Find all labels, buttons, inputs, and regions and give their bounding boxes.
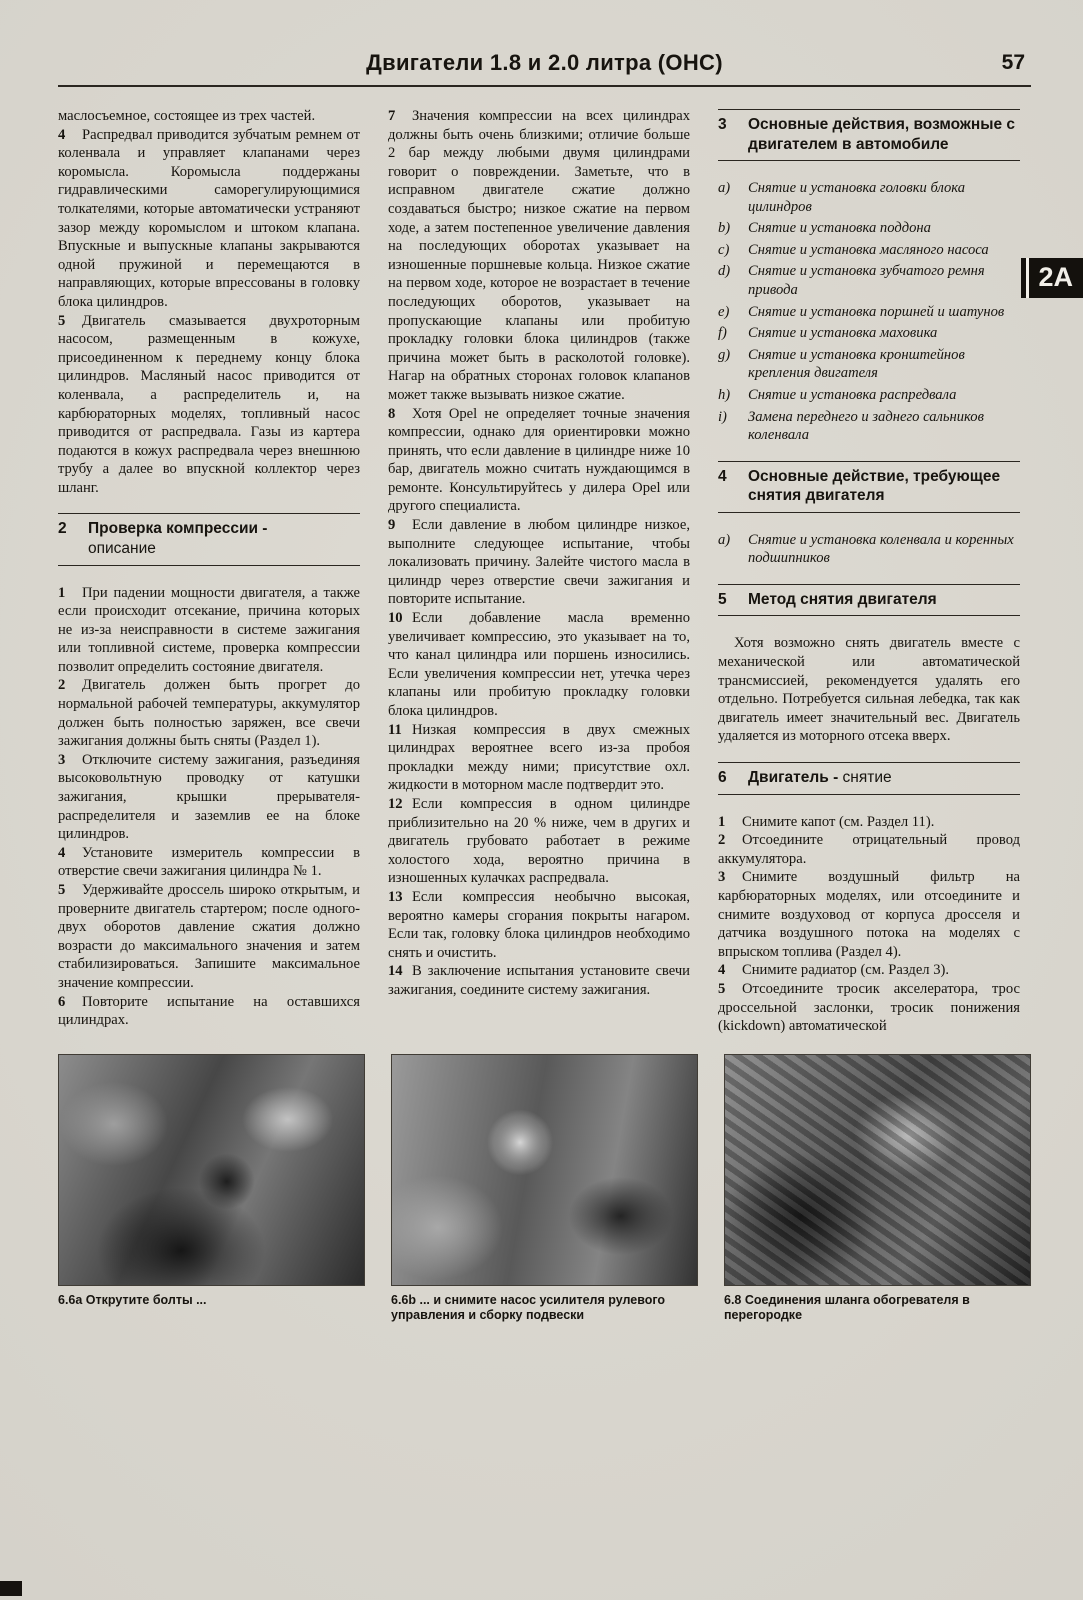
paragraph bbox=[58, 993, 360, 1030]
step-number: 2 bbox=[718, 832, 726, 849]
paragraph bbox=[58, 107, 360, 126]
paragraph bbox=[58, 676, 360, 750]
section-number: 5 bbox=[718, 590, 727, 608]
procedure-list-item bbox=[718, 219, 1020, 238]
figure-6-6a bbox=[58, 1054, 365, 1324]
step-number: 8 bbox=[388, 405, 396, 422]
section-number: 4 bbox=[718, 467, 727, 485]
paragraph-text: Снимите капот (см. Раздел 11). bbox=[742, 813, 935, 830]
item-letter: g) bbox=[718, 346, 731, 363]
section-title-bold: Двигатель - bbox=[748, 769, 839, 787]
paragraph-text: Отсоедините отрицательный провод аккумулятора. bbox=[718, 832, 1020, 867]
step-number: 4 bbox=[718, 962, 726, 979]
procedure-list-item bbox=[718, 408, 1020, 445]
paragraph bbox=[58, 751, 360, 844]
item-text: Снятие и установка маховика bbox=[748, 325, 938, 342]
item-text: Снятие и установка поршней и шатунов bbox=[748, 303, 1005, 320]
page-header bbox=[58, 50, 1031, 87]
section-title-bold: Основные действие, требующее снятия двигателя bbox=[748, 467, 1001, 505]
section-title-bold: Основные действия, возможные с двигателем в автомобиле bbox=[748, 116, 1016, 153]
paragraph-text: Снимите воздушный фильтр на карбюраторных моделях, или отсоедините и снимите воздуховод от корпуса дросселя и датчика воздушного потока на моделях с впрыском топлива (Раздел 4). bbox=[718, 869, 1020, 960]
paragraph bbox=[388, 721, 690, 795]
paragraph bbox=[718, 831, 1020, 868]
paragraph bbox=[718, 868, 1020, 961]
procedure-list-item bbox=[718, 179, 1020, 216]
photo-caption: 6.8 Соединения шланга обогревателя в перегородке bbox=[724, 1292, 970, 1323]
item-text: Снятие и установка головки блока цилиндров bbox=[748, 180, 966, 215]
step-number: 11 bbox=[388, 721, 402, 738]
paragraph bbox=[388, 107, 690, 405]
item-text: Снятие и установка масляного насоса bbox=[748, 241, 989, 258]
item-letter: b) bbox=[718, 220, 731, 237]
section-number: 3 bbox=[718, 116, 727, 133]
paragraph-text: Хотя возможно снять двигатель вместе с механической или автоматической трансмиссией, рекомендуется удалять его отдельно. Потребуется сильная лебедка, так как двигатель имеет значительный вес. Двигатель удаляется из моторного отсека вверх. bbox=[718, 635, 1020, 745]
section-tab-2a: 2A bbox=[1026, 258, 1083, 298]
paragraph-text: Если добавление масла временно увеличивает компрессию, это указывает на то, что канал цилиндра или поршень износились. Если увеличения компрессии нет, утечка через клапаны или пробитую прокладку головки блока цилиндров. bbox=[388, 610, 690, 719]
procedure-list-item bbox=[718, 386, 1020, 405]
engine-bolts-photo bbox=[58, 1054, 365, 1286]
paragraph-text: Снимите радиатор (см. Раздел 3). bbox=[742, 962, 950, 979]
step-number: 6 bbox=[58, 993, 66, 1010]
page-number: 57 bbox=[1001, 51, 1025, 74]
procedure-list-item bbox=[718, 346, 1020, 383]
section-title bbox=[748, 467, 1020, 506]
step-number: 3 bbox=[718, 869, 726, 886]
item-letter: d) bbox=[718, 263, 731, 280]
paragraph-text: Удерживайте дроссель широко открытым, и проверните двигатель стартером; после одного-двух оборотов давление сжатия должно возрасти до максимального значения и затем стабилизироваться. Запишите максимальное значение компрессии. bbox=[58, 882, 360, 991]
item-letter: f) bbox=[718, 325, 727, 342]
section-title-regular: снятие bbox=[842, 769, 892, 787]
paragraph bbox=[388, 516, 690, 609]
section-heading bbox=[58, 513, 360, 565]
step-number: 5 bbox=[58, 312, 66, 329]
procedure-list-item bbox=[718, 531, 1020, 568]
paragraph bbox=[388, 962, 690, 999]
paragraph bbox=[388, 405, 690, 517]
text-column-3 bbox=[718, 107, 1020, 1036]
text-column-2 bbox=[388, 107, 690, 1036]
paragraph-text: При падении мощности двигателя, а также если происходит отсекание, причина которых не из-за неисправности в системе зажигания или топливной системе, проверка компрессии позволит определить состояние двигателя. bbox=[58, 584, 360, 675]
step-number: 13 bbox=[388, 888, 403, 905]
paragraph bbox=[58, 844, 360, 881]
steering-pump-photo bbox=[391, 1054, 698, 1286]
scan-corner-mark bbox=[0, 1581, 22, 1596]
paragraph bbox=[718, 634, 1020, 746]
step-number: 5 bbox=[718, 980, 726, 997]
paragraph-text: Если давление в любом цилиндре низкое, выполните следующее испытание, чтобы локализовать причину. Залейте чистого масла в цилиндр через отверстие свечи зажигания и повторите испытание. bbox=[388, 517, 690, 608]
step-number: 10 bbox=[388, 610, 403, 627]
item-text: Снятие и установка распредвала bbox=[748, 386, 957, 403]
item-text: Замена переднего и заднего сальников коленвала bbox=[748, 408, 984, 444]
step-number: 12 bbox=[388, 795, 403, 812]
step-number: 2 bbox=[58, 677, 66, 694]
step-number: 1 bbox=[58, 584, 66, 601]
step-number: 4 bbox=[58, 126, 66, 143]
photo-row bbox=[58, 1054, 1031, 1324]
paragraph-text: Значения компрессии на всех цилиндрах должны быть очень близкими; отличие больше 2 бар между любыми двумя цилиндрами говорит о повреждении. Заметьте, что в исправном двигателе сжатие должно создаваться быстро; низкое сжатие на первом ходе, а затем постепенное увеличение давления на последующих оборотах указывает на изношенные поршневые кольца. Низкое сжатие на первом ходе, которое не возрастает в течение последующих оборотов, указывает на пропускающие клапаны или пробитую прокладку головки блока цилиндров (также причина может быть в расколотой головке). Нагар на обратных сторонах головок клапанов может также вызывать низкое сжатие. bbox=[388, 108, 690, 403]
item-letter: a) bbox=[718, 180, 731, 197]
item-text: Снятие и установка кронштейнов крепления двигателя bbox=[748, 346, 965, 382]
paragraph-text: Повторите испытание на оставшихся цилиндрах. bbox=[58, 993, 360, 1029]
text-columns bbox=[58, 107, 1031, 1036]
paragraph-text: Если компрессия в одном цилиндре приблизительно на 20 % ниже, чем в других и двигатель грубовато работает в режиме холостого хода, вероятно причина в изношенных кулачках распредвала. bbox=[388, 795, 690, 887]
item-text: Снятие и установка коленвала и коренных подшипников bbox=[748, 531, 1014, 567]
paragraph-text: Если компрессия необычно высокая, вероятно камеры сгорания покрыты нагаром. Если так, головку блока цилиндров необходимо снять и очистить. bbox=[388, 888, 690, 961]
section-title bbox=[88, 519, 360, 558]
section-title bbox=[748, 115, 1020, 154]
step-number: 9 bbox=[388, 517, 396, 534]
procedure-list-item bbox=[718, 303, 1020, 322]
step-number: 1 bbox=[718, 813, 726, 830]
item-letter: c) bbox=[718, 241, 730, 258]
paragraph bbox=[388, 795, 690, 888]
procedure-list-item bbox=[718, 262, 1020, 299]
step-number: 4 bbox=[58, 844, 66, 861]
section-heading bbox=[718, 109, 1020, 161]
photo-caption: 6.6b ... и снимите насос усилителя рулевого управления и сборку подвески bbox=[391, 1292, 666, 1323]
step-number: 14 bbox=[388, 963, 403, 980]
paragraph bbox=[718, 961, 1020, 980]
section-title-bold: Проверка компрессии - bbox=[88, 520, 268, 538]
heater-hose-photo bbox=[724, 1054, 1031, 1286]
figure-6-8 bbox=[724, 1054, 1031, 1324]
paragraph-text: Установите измеритель компрессии в отверстие свечи зажигания цилиндра № 1. bbox=[58, 844, 360, 880]
section-title-regular: описание bbox=[88, 539, 156, 557]
paragraph-text: В заключение испытания установите свечи зажигания, соедините систему зажигания. bbox=[388, 963, 690, 998]
text-column-1 bbox=[58, 107, 360, 1036]
paragraph bbox=[388, 609, 690, 721]
item-letter: i) bbox=[718, 408, 727, 425]
item-text: Снятие и установка зубчатого ремня привода bbox=[748, 263, 985, 298]
section-heading bbox=[718, 762, 1020, 795]
section-number: 2 bbox=[58, 520, 67, 538]
step-number: 7 bbox=[388, 108, 396, 124]
item-letter: h) bbox=[718, 386, 731, 403]
section-heading bbox=[718, 461, 1020, 513]
procedure-list-item bbox=[718, 324, 1020, 343]
procedure-list-item bbox=[718, 241, 1020, 260]
section-title bbox=[748, 768, 1020, 788]
paragraph bbox=[58, 881, 360, 993]
paragraph bbox=[58, 312, 360, 498]
paragraph-text: Хотя Opel не определяет точные значения компрессии, однако для ориентировки можно принять, что если давление в цилиндре ниже 10 бар, двигатель можно считать нуждающимся в ремонте. Консультируйтесь у дилера Opel или другого специалиста. bbox=[388, 405, 690, 515]
section-number: 6 bbox=[718, 769, 727, 787]
item-letter: e) bbox=[718, 303, 730, 320]
item-text: Снятие и установка поддона bbox=[748, 220, 931, 237]
paragraph bbox=[718, 813, 1020, 832]
page-title: Двигатели 1.8 и 2.0 литра (OHC) bbox=[366, 50, 723, 75]
paragraph bbox=[388, 888, 690, 962]
paragraph-text: Двигатель должен быть прогрет до нормальной рабочей температуры, аккумулятор должен быть полностью заряжен, все свечи зажигания должны быть сняты (Раздел 1). bbox=[58, 677, 360, 750]
paragraph-text: маслосъемное, состоящее из трех частей. bbox=[58, 108, 316, 124]
photo-caption: 6.6a Открутите болты ... bbox=[58, 1292, 207, 1307]
item-letter: a) bbox=[718, 531, 731, 548]
section-heading bbox=[718, 584, 1020, 617]
paragraph bbox=[718, 980, 1020, 1036]
paragraph bbox=[58, 584, 360, 677]
paragraph-text: Распредвал приводится зубчатым ремнем от коленвала и управляет клапанами через коромысла. Коромысла поддержаны гидравлическими саморегулирующимися толкателями, которые автоматически устраняют зазор между коромыслом и штоком клапана. Впускные и выпускные клапаны закрываются одной пружиной и перемещаются в направляющих, которые впрессованы в головку блока цилиндров. bbox=[58, 126, 360, 310]
step-number: 5 bbox=[58, 882, 66, 898]
section-title bbox=[748, 590, 1020, 610]
section-title-bold: Метод снятия двигателя bbox=[748, 590, 937, 608]
figure-6-6b bbox=[391, 1054, 698, 1324]
step-number: 3 bbox=[58, 751, 66, 768]
paragraph-text: Отсоедините тросик акселератора, трос дроссельной заслонки, тросик понижения (kickdown) автоматической bbox=[718, 980, 1020, 1035]
paragraph-text: Двигатель смазывается двухроторным насосом, размещенным в кожухе, присоединенном к переднему концу блока цилиндров. Масляный насос приводится от коленвала, а распределитель и, на карбюраторных моделях, топливный насос приводится от распредвала. Газы из картера подаются в кожух распредвала через внешнюю трубу а далее во впускной коллектор через шланг. bbox=[58, 312, 360, 496]
paragraph-text: Низкая компрессия в двух смежных цилиндрах вероятнее всего из-за пробоя прокладки между ними; присутствие охл. жидкости в моторном масле подтвердит это. bbox=[388, 721, 690, 794]
paragraph-text: Отключите систему зажигания, разъединяя высоковольтную проводку от катушки зажигания, крышки прерывателя-распределителя и заземлив ее на блоке цилиндров. bbox=[58, 751, 360, 843]
paragraph bbox=[58, 126, 360, 312]
